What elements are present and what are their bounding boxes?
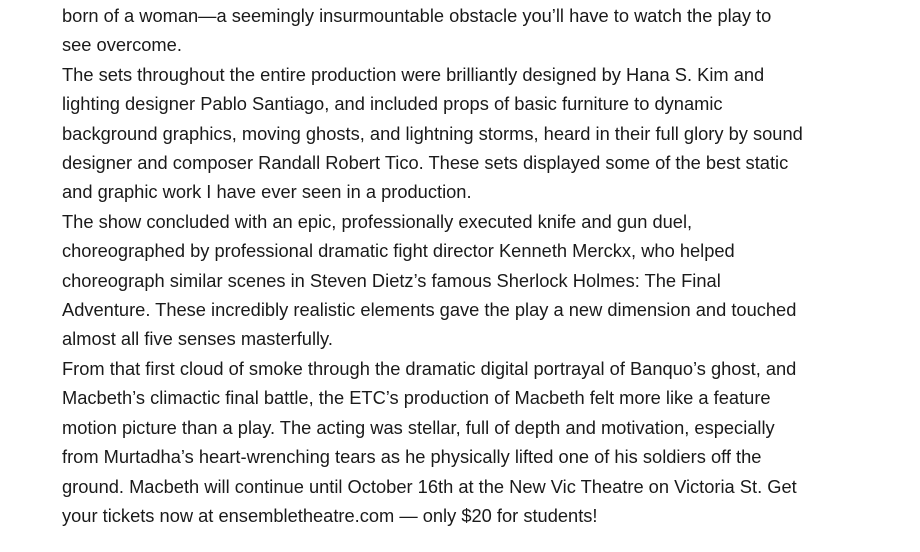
text-line: From that first cloud of smoke through the dramatic digital portrayal of Banquo’s ghost, and [62, 357, 797, 379]
text-line: choreographed by professional dramatic fight director Kenneth Merckx, who helped [62, 240, 735, 262]
text-line: The show concluded with an epic, professionally executed knife and gun duel, [62, 210, 693, 232]
text-line: Adventure. These incredibly realistic elements gave the play a new dimension and touched [62, 299, 797, 321]
text-line: born of a woman—a seemingly insurmountable obstacle you’ll have to watch the play to [62, 5, 772, 26]
text-line: your tickets now at ensembletheatre.com — only $20 for students! [62, 504, 598, 526]
text-line: from Murtadha’s heart-wrenching tears as he physically lifted one of his soldiers off the [62, 446, 762, 468]
text-line: and graphic work I have ever seen in a production. [62, 181, 472, 203]
text-line: motion picture than a play. The acting was stellar, full of depth and motivation, especially [62, 416, 775, 438]
article-body [62, 1, 912, 530]
text-line: choreograph similar scenes in Steven Dietz’s famous Sherlock Holmes: The Final [62, 269, 721, 291]
paragraph-conclusion [62, 354, 912, 530]
text-line: see overcome. [62, 34, 182, 56]
paragraph-play-ending [62, 1, 912, 60]
text-line: almost all five senses masterfully. [62, 328, 333, 350]
text-line: designer and composer Randall Robert Tico. These sets displayed some of the best static [62, 152, 789, 174]
text-line: lighting designer Pablo Santiago, and included props of basic furniture to dynamic [62, 93, 723, 115]
paragraph-duel [62, 207, 912, 354]
paragraph-sets [62, 60, 912, 207]
text-line: Macbeth’s climactic final battle, the ETC’s production of Macbeth felt more like a feature [62, 387, 771, 409]
text-line: ground. Macbeth will continue until October 16th at the New Vic Theatre on Victoria St. Get [62, 475, 797, 497]
text-line: background graphics, moving ghosts, and lightning storms, heard in their full glory by sound [62, 122, 803, 144]
text-line: The sets throughout the entire production were brilliantly designed by Hana S. Kim and [62, 63, 765, 85]
